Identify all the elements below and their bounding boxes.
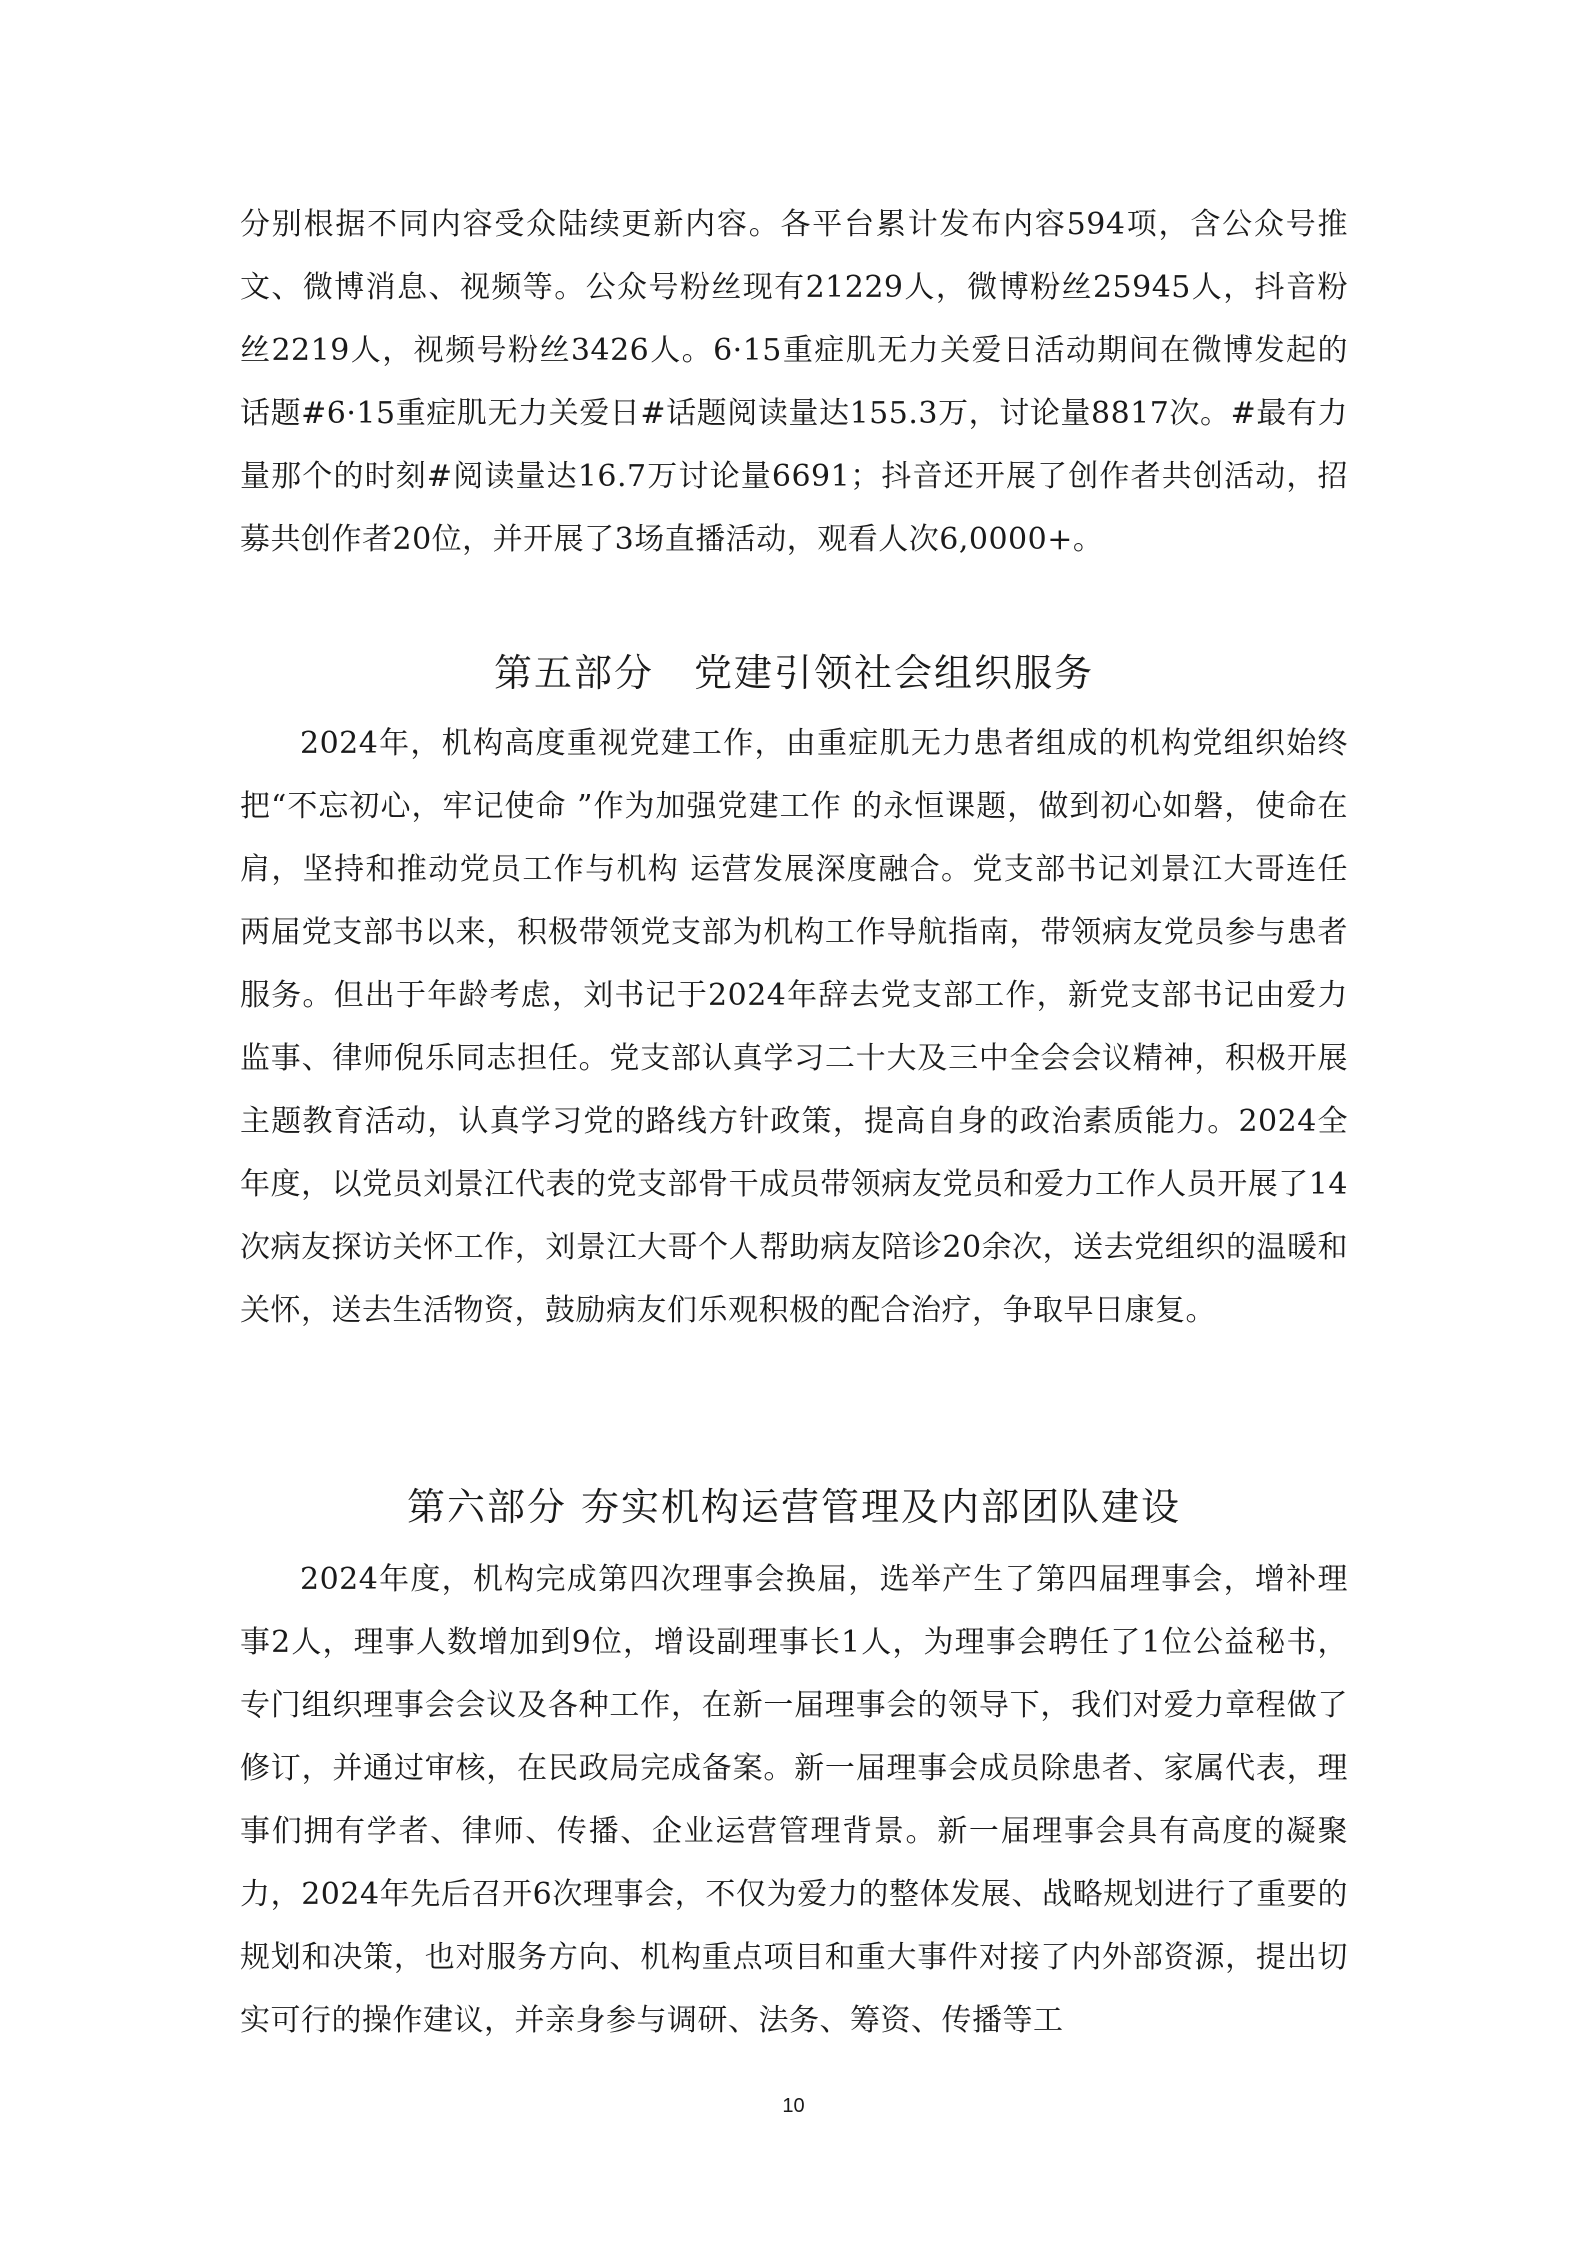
section-heading-part6: 第六部分 夯实机构运营管理及内部团队建设: [406, 1485, 1182, 1529]
paragraph-new-media-stats: 分别根据不同内容受众陆续更新内容。各平台累计发布内容594项，含公众号推文、微博消息、视频等。公众号粉丝现有21229人，微博粉丝25945人，抖音粉丝2219人，视频号粉丝3426人。6·15重症肌无力关爱日活动期间在微博发起的话题#6·15重症肌无力关爱日#话题阅读量达155.3万，讨论量8817次。#最有力量那个的时刻#阅读量达16.7万讨论量6691；抖音还开展了创作者共创活动，招募共创作者20位，并开展了3场直播活动，观看人次6,0000+。: [240, 207, 1348, 557]
paragraph-operations-management: 2024年度，机构完成第四次理事会换届，选举产生了第四届理事会，增补理事2人，理事人数增加到9位，增设副理事长1人，为理事会聘任了1位公益秘书，专门组织理事会会议及各种工作，在新一届理事会的领导下，我们对爱力章程做了修订，并通过审核，在民政局完成备案。新一届理事会成员除患者、家属代表，理事们拥有学者、律师、传播、企业运营管理背景。新一届理事会具有高度的凝聚力，2024年先后召开6次理事会，不仅为爱力的整体发展、战略规划进行了重要的规划和决策，也对服务方向、机构重点项目和重大事件对接了内外部资源，提出切实可行的操作建议，并亲身参与调研、法务、筹资、传播等工: [240, 1562, 1348, 2038]
page-number: 10: [782, 2095, 805, 2117]
section-heading-part5: 第五部分 党建引领社会组织服务: [493, 651, 1094, 695]
paragraph-party-building: 2024年，机构高度重视党建工作，由重症肌无力患者组成的机构党组织始终把“不忘初心，牢记使命 ”作为加强党建工作 的永恒课题，做到初心如磐，使命在肩，坚持和推动党员工作与机构 运营发展深度融合。党支部书记刘景江大哥连任两届党支部书以来，积极带领党支部为机构工作导航指南，带领病友党员参与患者服务。但出于年龄考虑，刘书记于2024年辞去党支部工作，新党支部书记由爱力监事、律师倪乐同志担任。党支部认真学习二十大及三中全会会议精神，积极开展主题教育活动，认真学习党的路线方针政策，提高自身的政治素质能力。2024全年度，以党员刘景江代表的党支部骨干成员带领病友党员和爱力工作人员开展了14次病友探访关怀工作，刘景江大哥个人帮助病友陪诊20余次，送去党组织的温暖和关怀，送去生活物资，鼓励病友们乐观积极的配合治疗，争取早日康复。: [240, 726, 1348, 1328]
